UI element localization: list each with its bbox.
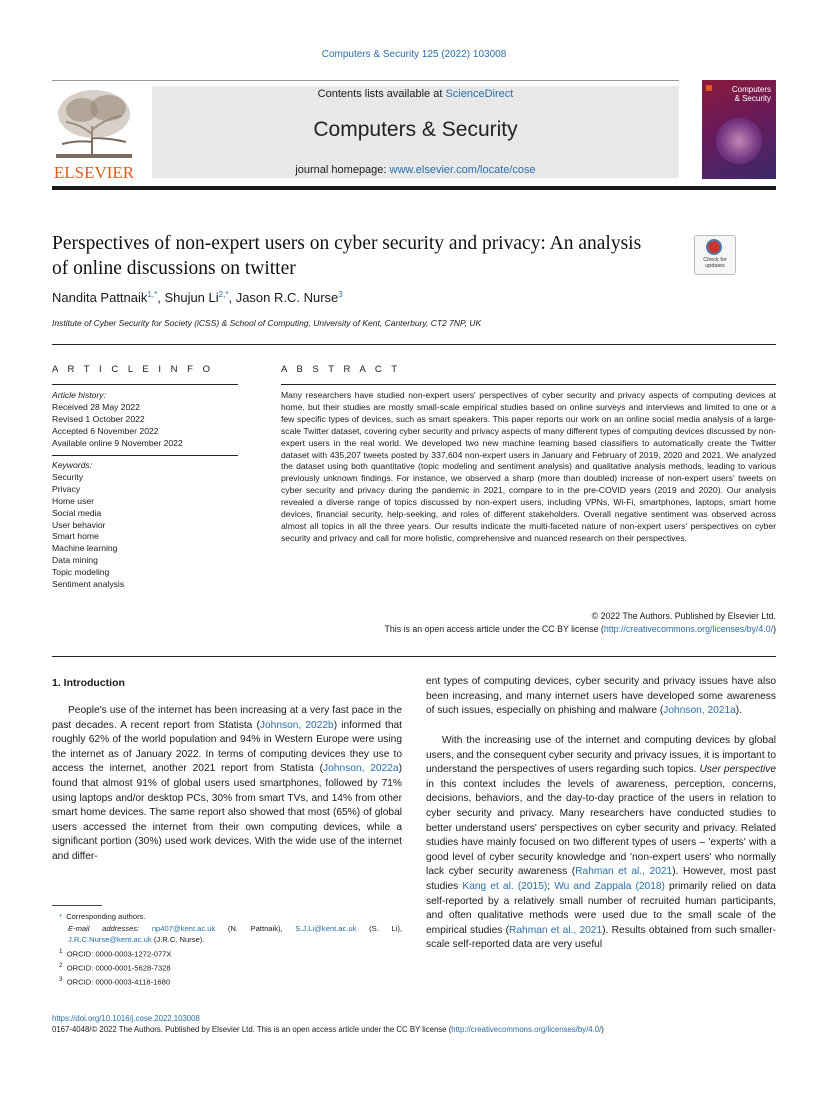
author-name[interactable]: Shujun Li [164, 290, 219, 305]
email-addresses [52, 923, 402, 946]
cover-title: Computers & Security [731, 85, 771, 103]
elsevier-logo-text: ELSEVIER [53, 163, 135, 181]
license-link[interactable]: http://creativecommons.org/licenses/by/4.0/ [603, 624, 774, 634]
citation-link[interactable]: Rahman et al., 2021 [509, 924, 603, 936]
paragraph-text: primarily relied on data self-reported by a relatively small number of recruited human participants, and often qualitative methods were used due to the small scale of the empirical studies ( [426, 880, 776, 936]
email-link[interactable]: J.R.C.Nurse@kent.ac.uk [68, 935, 152, 945]
abstract-bottom-rule [52, 656, 776, 657]
email-owner: (S. Li), [369, 923, 402, 933]
author-sup[interactable]: 2,* [218, 290, 229, 299]
footnote-rule [52, 905, 102, 906]
article-info-heading: A R T I C L E I N F O [52, 364, 214, 375]
orcid-note [52, 974, 402, 988]
keyword-item: Home user [52, 495, 95, 506]
email-label: E-mail addresses: [68, 923, 140, 933]
footer-license-link[interactable]: http://creativecommons.org/licenses/by/4.0/ [451, 1025, 602, 1034]
email-link[interactable]: np407@kent.ac.uk [151, 923, 216, 933]
copyright-line: © 2022 The Authors. Published by Elsevier Ltd. [591, 611, 776, 621]
keywords-label: Keywords: [52, 460, 93, 470]
paragraph-text: ). Results obtained from such smaller-scale self-reported data are very useful [426, 924, 777, 951]
footnotes [52, 911, 402, 988]
keyword-item: Smart home [52, 531, 99, 542]
license-line [281, 624, 776, 634]
paragraph-text: People's use of the internet has been increasing at a very fast pace in the past decades. A recent report from Statista ( [52, 705, 402, 731]
keyword-item: Privacy [52, 483, 81, 494]
orcid-number: 2 [59, 961, 63, 969]
footer-license-line [52, 1025, 776, 1034]
orcid-number: 1 [59, 947, 63, 955]
orcid-text: ORCID: 0000-0003-4118-1680 [66, 977, 171, 987]
citation-link[interactable]: Kang et al. (2015) [462, 880, 548, 892]
article-history [52, 390, 242, 450]
keyword-item: Topic modeling [52, 567, 110, 578]
paragraph-text: in this context includes the levels of awareness, perception, concerns, decisions, behaviors, and the day-to-day practice of the users in relation to cyber security and privacy. Many researchers have conducted studies to better understand users' perspectives on cyber security and privacy. Related studies have mainly focused on two different types of users – 'experts' with a good level of cyber security knowledge and 'non-expert users' who normally lack cyber security awareness ( [426, 778, 776, 878]
keywords-list [52, 460, 242, 591]
homepage-prefix: journal homepage: [295, 164, 387, 176]
journal-homepage [152, 164, 679, 176]
author-list: Nandita Pattnaik$^{1,*}$, Shujun $Li^{2,*}$, Jason R.C. Nurse$^3$ [52, 290, 343, 305]
check-updates-icon [706, 239, 722, 255]
doi-link[interactable]: https://doi.org/10.1016/j.cose.2022.103008 [52, 1014, 200, 1023]
license-prefix: This is an open access article under the CC BY license ( [384, 624, 604, 634]
email-owner: (N. Pattnaik), [227, 923, 283, 933]
citation-link[interactable]: Johnson, 2021a [663, 705, 736, 717]
introduction-heading: 1. Introduction [52, 677, 125, 689]
intro-left-paragraph [52, 704, 402, 865]
paragraph-text: With the increasing use of the internet and computing devices by global users, and the consequent cyber security and privacy issues, it is important to understand the perspectives of users regarding such topics. [426, 735, 776, 776]
keyword-item: User behavior [52, 519, 106, 530]
citation-link[interactable]: Johnson, 2022b [259, 719, 334, 731]
citation-link[interactable]: Johnson, 2022a [323, 763, 399, 775]
journal-title: Computers & Security [313, 118, 518, 141]
orcid-note [52, 946, 402, 960]
paragraph-text: User perspective [699, 764, 777, 776]
elsevier-logo [52, 86, 136, 181]
paragraph-text: ). [735, 705, 743, 717]
keyword-item: Sentiment analysis [52, 579, 125, 590]
paragraph-text: ent types of computing devices, cyber security and privacy issues have also been increasing, and many internet users have developed some awareness of such issues, especially on phishing and malware ( [426, 676, 776, 717]
orcid-text: ORCID: 0000-0001-5628-7328 [66, 963, 171, 973]
history-item: Available online 9 November 2022 [52, 437, 183, 448]
author-name[interactable]: Jason R.C. Nurse [235, 290, 339, 305]
footer-license-suffix: ) [601, 1025, 604, 1034]
article-info-rule [52, 384, 238, 385]
footer-license-prefix: 0167-4048/© 2022 The Authors. Published by Elsevier Ltd. This is an open access article under the CC BY license ( [52, 1025, 452, 1034]
intro-right-paragraph-2 [426, 734, 776, 953]
keyword-item: Machine learning [52, 543, 118, 554]
keyword-item: Security [52, 471, 84, 482]
paragraph-text: ) informed that roughly 62% of the world population and 94% in Western Europe were using the internet as of January 2022. In terms of computing devices they use to access the internet, another 2021 report from Statista ( [52, 719, 402, 775]
journal-reference[interactable]: Computers & Security 125 (2022) 103008 [321, 49, 507, 60]
citation-link[interactable]: Rahman et al., 2021 [575, 866, 673, 878]
intro-right-paragraph-1 [426, 675, 776, 719]
homepage-link[interactable]: www.elsevier.com/locate/cose [389, 164, 536, 176]
check-for-updates-button[interactable] [694, 235, 736, 275]
license-suffix: ) [773, 624, 776, 634]
corresponding-note [52, 911, 402, 923]
abstract-text: Many researchers have studied non-expert users' perspectives of cyber security and privacy aspects of computing devices at home, but their studies are mostly small-scale empirical studies based on online surveys and interviews and limited to one or a few specific types of devices, such as smart speakers. This paper reports our work on an online social media analysis of a large-scale Twitter dataset, covering cyber security and privacy aspects of many different types of computing devices discussed by non-expert users in the real world. We developed two new machine learning based classifiers to automatically create the Twitter dataset with 435,207 tweets posted by 337,604 non-expert users in January and February of 2019, 2020 and 2021. We analyzed the dataset using both quantitative (topic modeling and sentiment analysis) and qualitative analysis methods, leading to various previously unknown findings. For instance, we observed a sharp (more than doubled) increase of non-expert users' tweets on cyber security and privacy during the pandemic in 2021, compare to in the pre-COVID years (2019 and 2020). Our analysis revealed a diverse range of topics discussed by non-expert users, including VPNs, Wi-Fi, smartphones, laptops, smart home devices, financial security, help-seeking, and roles of different stakeholders. Overall negative sentiment was observed across almost all topics in all the three years. Our results indicate the multi-faceted nature of non-expert users' perspectives on cyber security and privacy and call for more holistic, comprehensive and nuanced research on their perspectives. [281, 390, 776, 543]
abstract-heading: A B S T R A C T [281, 364, 401, 375]
affiliation: Institute of Cyber Security for Society (iCSS) & School of Computing, University of Kent, Canterbury, CT2 7NP, UK [52, 318, 482, 328]
orcid-number: 3 [59, 976, 63, 984]
history-item: Received 28 May 2022 [52, 401, 140, 412]
history-item: Revised 1 October 2022 [52, 413, 145, 424]
history-item: Accepted 6 November 2022 [52, 425, 159, 436]
keyword-item: Social media [52, 507, 102, 518]
corresponding-marker: * [59, 912, 62, 921]
citation-link[interactable]: Wu and Zappala (2018) [554, 880, 665, 892]
author-sup[interactable]: 1,* [147, 290, 158, 299]
paragraph-text: ). However, most past studies [426, 866, 777, 892]
author-name[interactable]: Nandita Pattnaik [52, 290, 148, 305]
corresponding-text: Corresponding authors. [66, 912, 146, 921]
header-thick-rule [52, 186, 776, 190]
sciencedirect-link[interactable]: ScienceDirect [445, 88, 514, 100]
contents-line [152, 88, 679, 100]
history-label: Article history: [52, 390, 106, 400]
keyword-item: Data mining [52, 555, 98, 566]
paragraph-text: ) found that almost 91% of global users used smartphones, followed by 71% using laptops and/or desktop PCs, 30% from smart TVs, and 14% from other smart home devices. The same report also showed that most (65%) of global users accessed the internet from their own computing devices, while a significant portion (30%) used work devices. With the wide use of the internet and differ- [52, 763, 402, 862]
title-rule [52, 344, 776, 345]
email-owner: (J.R.C. Nurse). [153, 935, 205, 945]
email-link[interactable]: S.J.Li@kent.ac.uk [295, 923, 357, 933]
contents-prefix: Contents lists available at [317, 88, 443, 100]
paragraph-text: ; [547, 880, 555, 892]
header-top-rule [52, 80, 679, 81]
orcid-text: ORCID: 0000-0003-1272-077X [66, 949, 172, 959]
keywords-rule [52, 455, 238, 456]
journal-cover-image[interactable] [702, 80, 776, 179]
check-updates-label: Check for updates [703, 257, 727, 269]
author-sup[interactable]: 3 [338, 290, 343, 299]
orcid-note [52, 960, 402, 974]
article-title: Perspectives of non-expert users on cyber security and privacy: An analysis of online discussions on twitter [52, 233, 642, 279]
abstract-rule [281, 384, 776, 385]
